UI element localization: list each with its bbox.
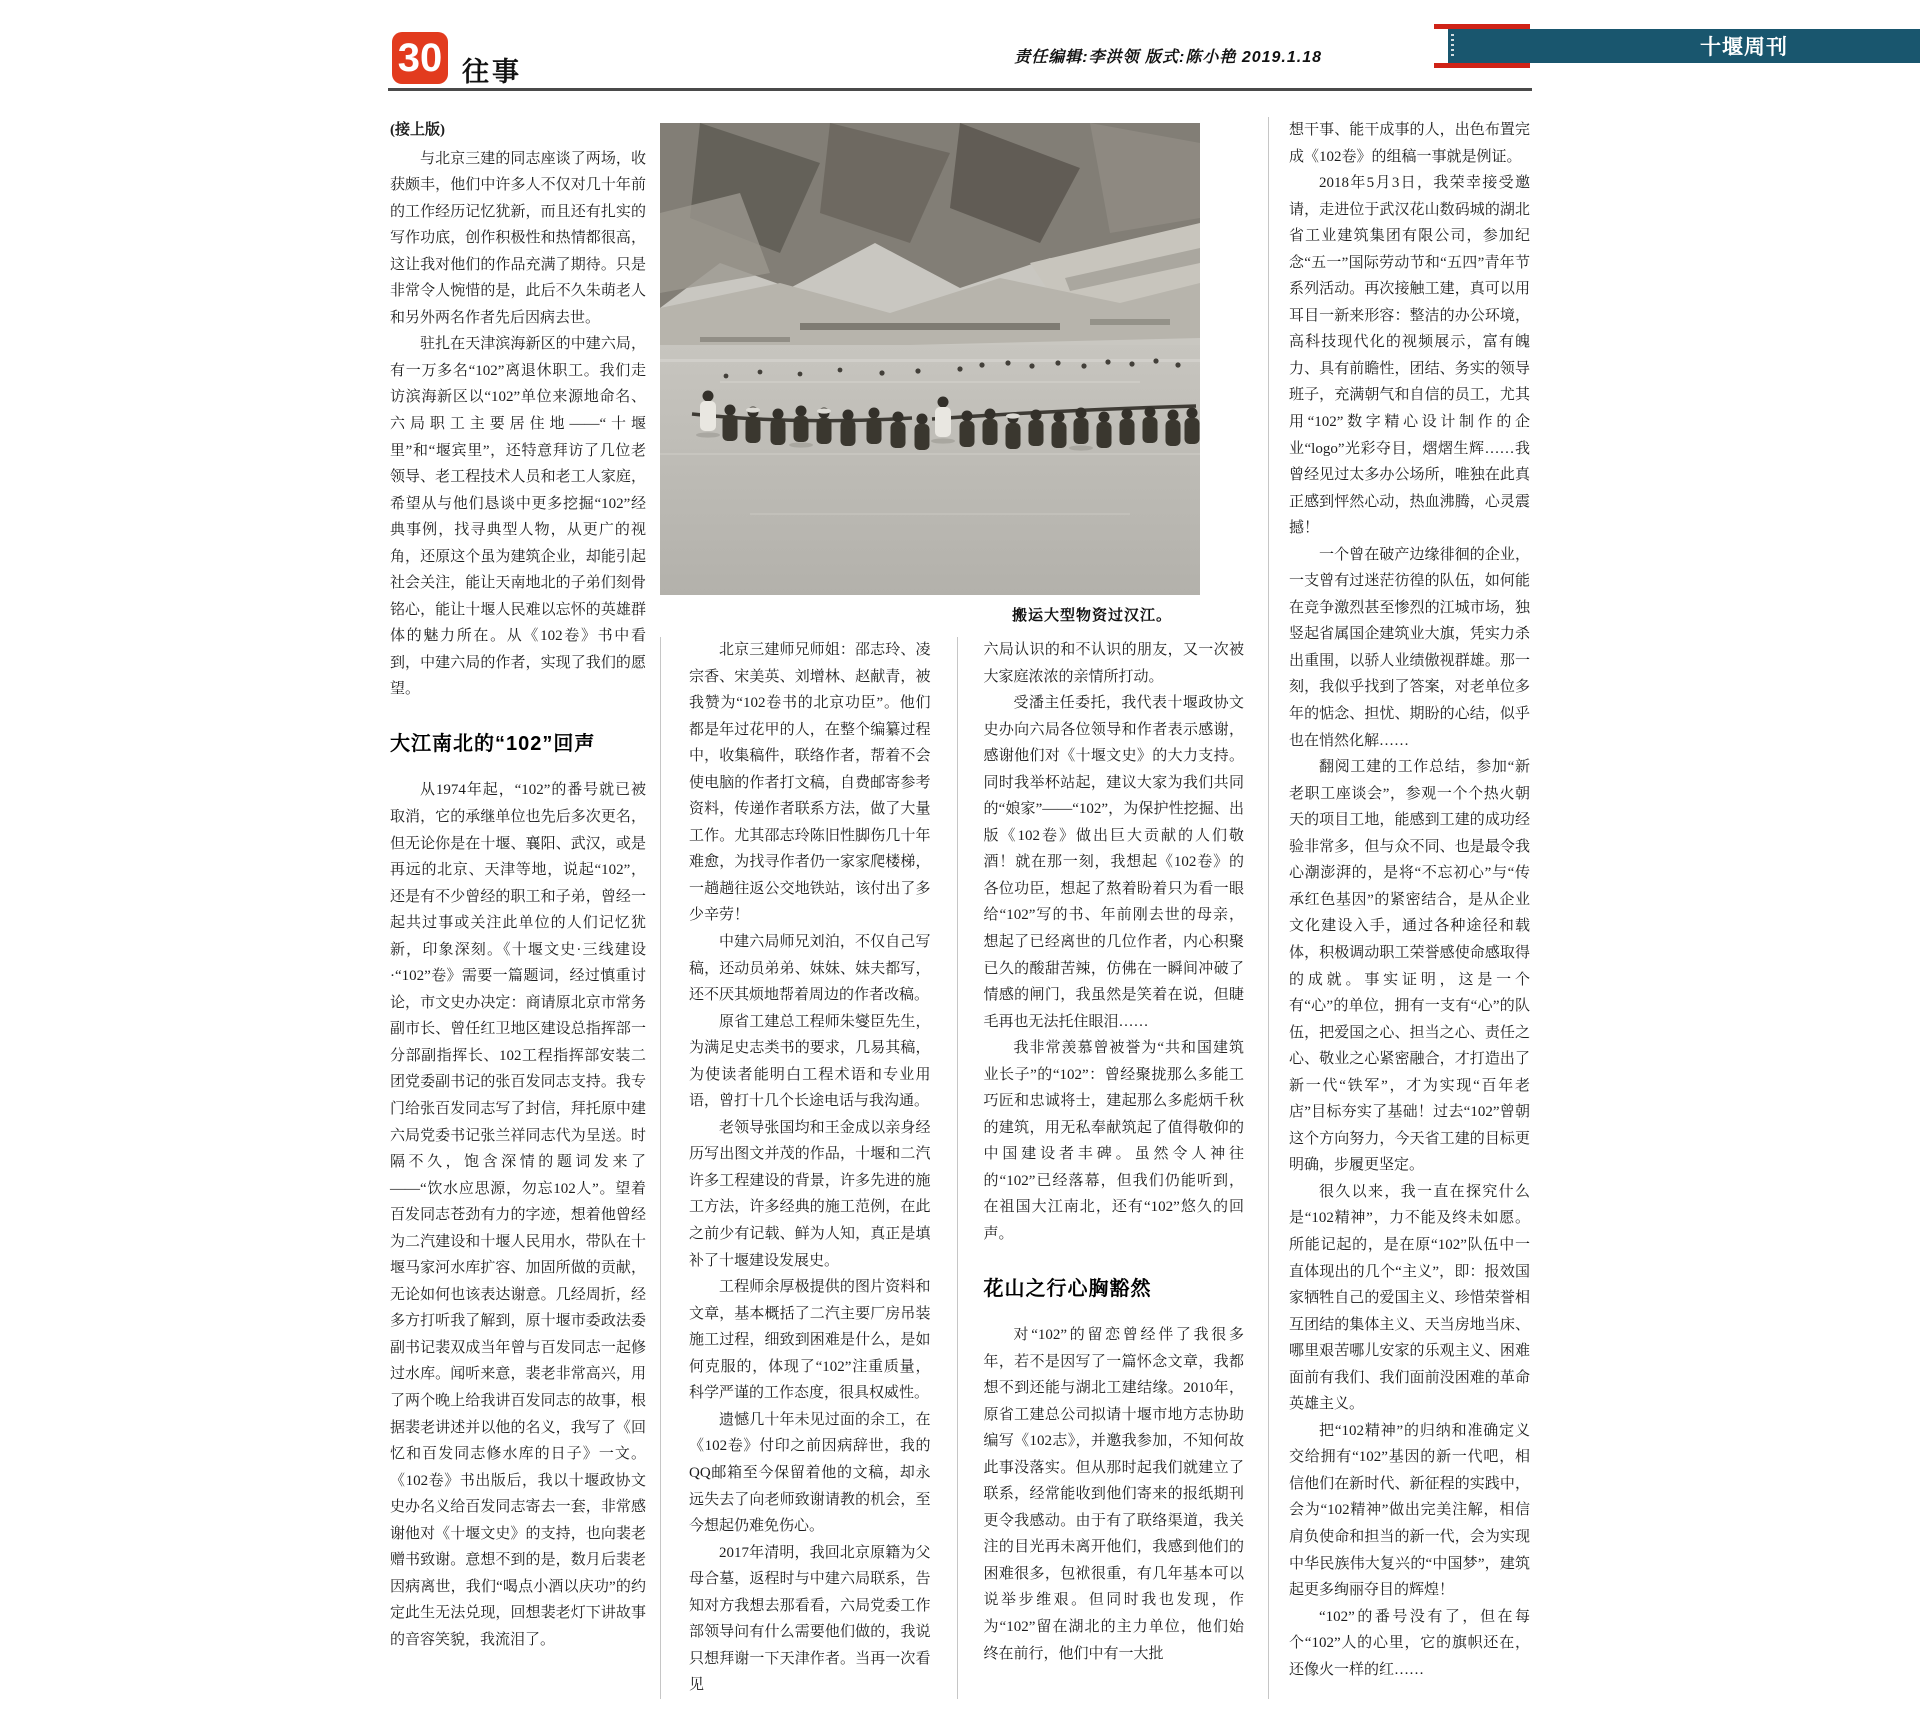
paragraph: 驻扎在天津滨海新区的中建六局，有一万多名“102”离退休职工。我们走访滨海新区以“102”单位来源地命名、六局职工主要居住地——“十堰里”和“堰宾里”，还特意拜访了几位老领导、老工程技术人员和老工人家庭，希望从与他们恳谈中更多挖掘“102”经典事例，找寻典型人物，从更广的视角，还原这个虽为建筑企业，却能引起社会关注，能让天南地北的子弟们刻骨铭心，能让十堰人民难以忘怀的英雄群体的魅力所在。从《102卷》书中看到，中建六局的作者，实现了我们的愿望。 [390,336,646,698]
section-heading: 大江南北的“102”回声 [390,733,596,756]
paragraph: 2017年清明，我回北京原籍为父母合墓，返程时与中建六局联系，告知对方我想去那看看，六局党委工作部领导问有什么需要他们做的，我说只想拜谢一下天津作者。当再一次看见 [689,1544,931,1694]
middle-columns [660,637,1252,1699]
paragraph: 很久以来，我一直在探究什么是“102精神”，力不能及终未如愿。所能记起的，是在原“102”队伍中一直体现出的几个“主义”，即：报效国家牺牲自己的爱国主义、珍惜荣誉相互团结的集体主义、天当房地当床、哪里艰苦哪儿安家的乐观主义、困难面前有我们、我们面前没困难的革命英雄主义。 [1289,1183,1530,1413]
paragraph: 北京三建师兄师姐：邵志玲、凌宗香、宋美英、刘增林、赵献青，被我赞为“102卷书的北京功臣”。他们都是年过花甲的人，在整个编纂过程中，收集稿件，联络作者，帮着不会使电脑的作者打文稿，自费邮寄参考资料，传递作者联系方法，做了大量工作。尤其邵志玲陈旧性脚伤几十年难愈，为找寻作者仍一家家爬楼梯，一趟趟往返公交地铁站，该付出了多少辛劳！ [689,642,931,924]
page-header [388,0,1788,91]
paragraph: 想干事、能干成事的人，出色布置完成《102卷》的组稿一事就是例证。 [1289,122,1530,165]
article-body [360,91,1560,1699]
paragraph: 对“102”的留恋曾经伴了我很多年，若不是因写了一篇怀念文章，我都想不到还能与湖北工建结缘。2010年，原省工建总公司拟请十堰市地方志协助编写《102志》，并邀我参加，不知何故此事没落实。但从那时起我们就建立了联系，经常能收到他们寄来的报纸期刊更令我感动。由于有了联络渠道，我关注的目光再未离开他们，我感到他们的困难很多，包袱很重，有几年基本可以说举步维艰。但同时我也发现，作为“102”留在湖北的主力单位，他们始终在前行，他们中有一大批 [983,1326,1244,1662]
paragraph: 与北京三建的同志座谈了两场，收获颇丰，他们中许多人不仅对几十年前的工作经历记忆犹新，而且还有扎实的写作功底，创作积极性和热情都很高，这让我对他们的作品充满了期待。只是非常令人惋惜的是，此后不久朱萌老人和另外两名作者先后因病去世。 [390,150,646,326]
paragraph: 受潘主任委托，我代表十堰政协文史办向六局各位领导和作者表示感谢，感谢他们对《十堰文史》的大力支持。同时我举杯站起，建议大家为我们共同的“娘家”——“102”，为保护性挖掘、出版《102卷》做出巨大贡献的人们敬酒！就在那一刻，我想起《102卷》的各位功臣，想起了熬着盼着只为看一眼给“102”写的书、年前刚去世的母亲，想起了已经离世的几位作者，内心积聚已久的酸甜苦辣，仿佛在一瞬间冲破了情感的闸门，我虽然是笑着在说，但睫毛再也无法托住眼泪…… [983,695,1244,1030]
news-photo [660,123,1200,625]
paragraph: 工程师余厚极提供的图片资料和文章，基本概括了二汽主要厂房吊装施工过程，细致到困难是什么，是如何克服的，体现了“102”注重质量，科学严谨的工作态度，很具权威性。 [689,1279,931,1402]
editors-line: 责任编辑:李洪领 版式:陈小艳 2019.1.18 [1014,49,1322,66]
masthead-title [1448,29,1920,63]
paragraph: 我非常羡慕曾被誉为“共和国建筑业长子”的“102”：曾经聚拢那么多能工巧匠和忠诚将士，建起那么多彪炳千秋的建筑，用无私奉献筑起了值得敬仰的中国建设者丰碑。虽然令人神往的“102”已经落幕，但我们仍能听到，在祖国大江南北，还有“102”悠久的回声。 [983,1040,1244,1243]
paragraph: 一个曾在破产边缘徘徊的企业，一支曾有过迷茫彷徨的队伍，如何能在竞争激烈甚至惨烈的江城市场，独竖起省属国企建筑业大旗，凭实力杀出重围，以骄人业绩傲视群雄。那一刻，我似乎找到了答案，对老单位多年的惦念、担忧、期盼的心结，似乎也在悄然化解…… [1289,546,1530,749]
column-4 [1268,117,1530,1699]
paragraph: 2018年5月3日，我荣幸接受邀请，走进位于武汉花山数码城的湖北省工业建筑集团有限公司，参加纪念“五一”国际劳动节和“五四”青年节系列活动。再次接触工建，真可以用耳目一新来形容：整洁的办公环境，高科技现代化的视频展示，富有魄力、具有前瞻性，团结、务实的领导班子，充满朝气和自信的员工，尤其用“102”数字精心设计制作的企业“logo”光彩夺目，熠熠生辉……我曾经见过太多办公场所，唯独在此真正感到怦然心动，热血沸腾，心灵震撼！ [1289,175,1530,537]
middle-area [660,117,1252,1699]
page-number: 30 [397,35,443,80]
paragraph: “102”的番号没有了，但在每个“102”人的心里，它的旗帜还在，还像火一样的红…… [1289,1608,1530,1678]
column-1 [390,117,646,1699]
logo-bottom-stripe [1434,63,1530,68]
paragraph: 把“102精神”的归纳和准确定义交给拥有“102”基因的新一代吧，相信他们在新时代、新征程的实践中，会为“102精神”做出完美注解，相信肩负使命和担当的新一代，会为实现中华民族伟大复兴的“中国梦”，建筑起更多绚丽夺目的辉煌！ [1289,1422,1530,1599]
paragraph: 从1974年起，“102”的番号就已被取消，它的承继单位也先后多次更名，但无论你是在十堰、襄阳、武汉，或是再远的北京、天津等地，说起“102”，还是有不少曾经的职工和子弟，曾经一起共过事或关注此单位的人们记忆犹新，印象深刻。《十堰文史·三线建设·“102”卷》需要一篇题词，经过慎重讨论，市文史办决定：商请原北京市常务副市长、曾任红卫地区建设总指挥部一分部副指挥长、102工程指挥部安装二团党委副书记的张百发同志支持。我专门给张百发同志写了封信，拜托原中建六局党委书记张兰祥同志代为呈送。时隔不久，饱含深情的题词发来了——“饮水应思源，勿忘102人”。望着百发同志苍劲有力的字迹，想着他曾经为二汽建设和十堰人民用水，带队在十堰马家河水库扩容、加固所做的贡献，无论如何也该表达谢意。几经周折，经多方打听我了解到，原十堰市委政法委副书记裴双成当年曾与百发同志一起修过水库。闻听来意，裴老非常高兴，用了两个晚上给我讲百发同志的故事，根据裴老讲述并以他的名义，我写了《回忆和百发同志修水库的日子》一文。《102卷》书出版后，我以十堰政协文史办名义给百发同志寄去一套，非常感谢他对《十堰文史》的支持，也向裴老赠书致谢。意想不到的是，数月后裴老因病离世，我们“喝点小酒以庆功”的约定此生无法兑现，回想裴老灯下讲故事的音容笑貌，我流泪了。 [390,782,646,1648]
section-heading: 花山之行心胸豁然 [983,1277,1152,1300]
paragraph: 六局认识的和不认识的朋友，又一次被大家庭浓浓的亲情所打动。 [983,642,1244,685]
continuation-note: (接上版) [390,122,445,138]
logo-vertical-marks [1451,34,1454,58]
column-3 [957,637,1253,1699]
newspaper-page [360,0,1788,1709]
river-crossing-photo [660,123,1200,595]
photo-caption: 搬运大型物资过汉江。 [1011,607,1172,624]
masthead-logo [1434,24,1788,68]
paragraph: 中建六局师兄刘泊，不仅自己写稿，还动员弟弟、妹妹、妹夫都写，还不厌其烦地帮着周边的作者改稿。 [689,934,931,1004]
paragraph: 老领导张国均和王金成以亲身经历写出图文并茂的作品，十堰和二汽许多工程建设的背景，许多先进的施工方法，许多经典的施工范例，在此之前少有记载、鲜为人知，真正是填补了十堰建设发展史。 [689,1119,931,1269]
section-title: 往事 [462,57,522,87]
masthead-text: 十堰周刊 [1700,35,1788,59]
paragraph: 翻阅工建的工作总结，参加“新老职工座谈会”，参观一个个热火朝天的项目工地，能感到工建的成功经验非常多，但与众不同、也是最令我心潮澎湃的，是将“不忘初心”与“传承红色基因”的紧密结合，是从企业文化建设入手，通过各种途径和载体，积极调动职工荣誉感使命感取得的成就。事实证明，这是一个有“心”的单位，拥有一支有“心”的队伍，把爱国之心、担当之心、责任之心、敬业之心紧密融合，才打造出了新一代“铁军”，才为实现“百年老店”目标夯实了基础！过去“102”曾朝这个方向努力，今天省工建的目标更明确，步履更坚定。 [1289,759,1530,1174]
page-number-badge [392,32,448,84]
paragraph: 原省工建总工程师朱燮臣先生，为满足史志类书的要求，几易其稿，为使读者能明白工程术语和专业用语，曾打十几个长途电话与我沟通。 [689,1013,931,1110]
column-2 [661,637,957,1699]
paragraph: 遗憾几十年未见过面的余工，在《102卷》付印之前因病辞世，我的QQ邮箱至今保留着他的文稿，却永远失去了向老师致谢请教的机会，至今想起仍难免伤心。 [689,1411,931,1535]
